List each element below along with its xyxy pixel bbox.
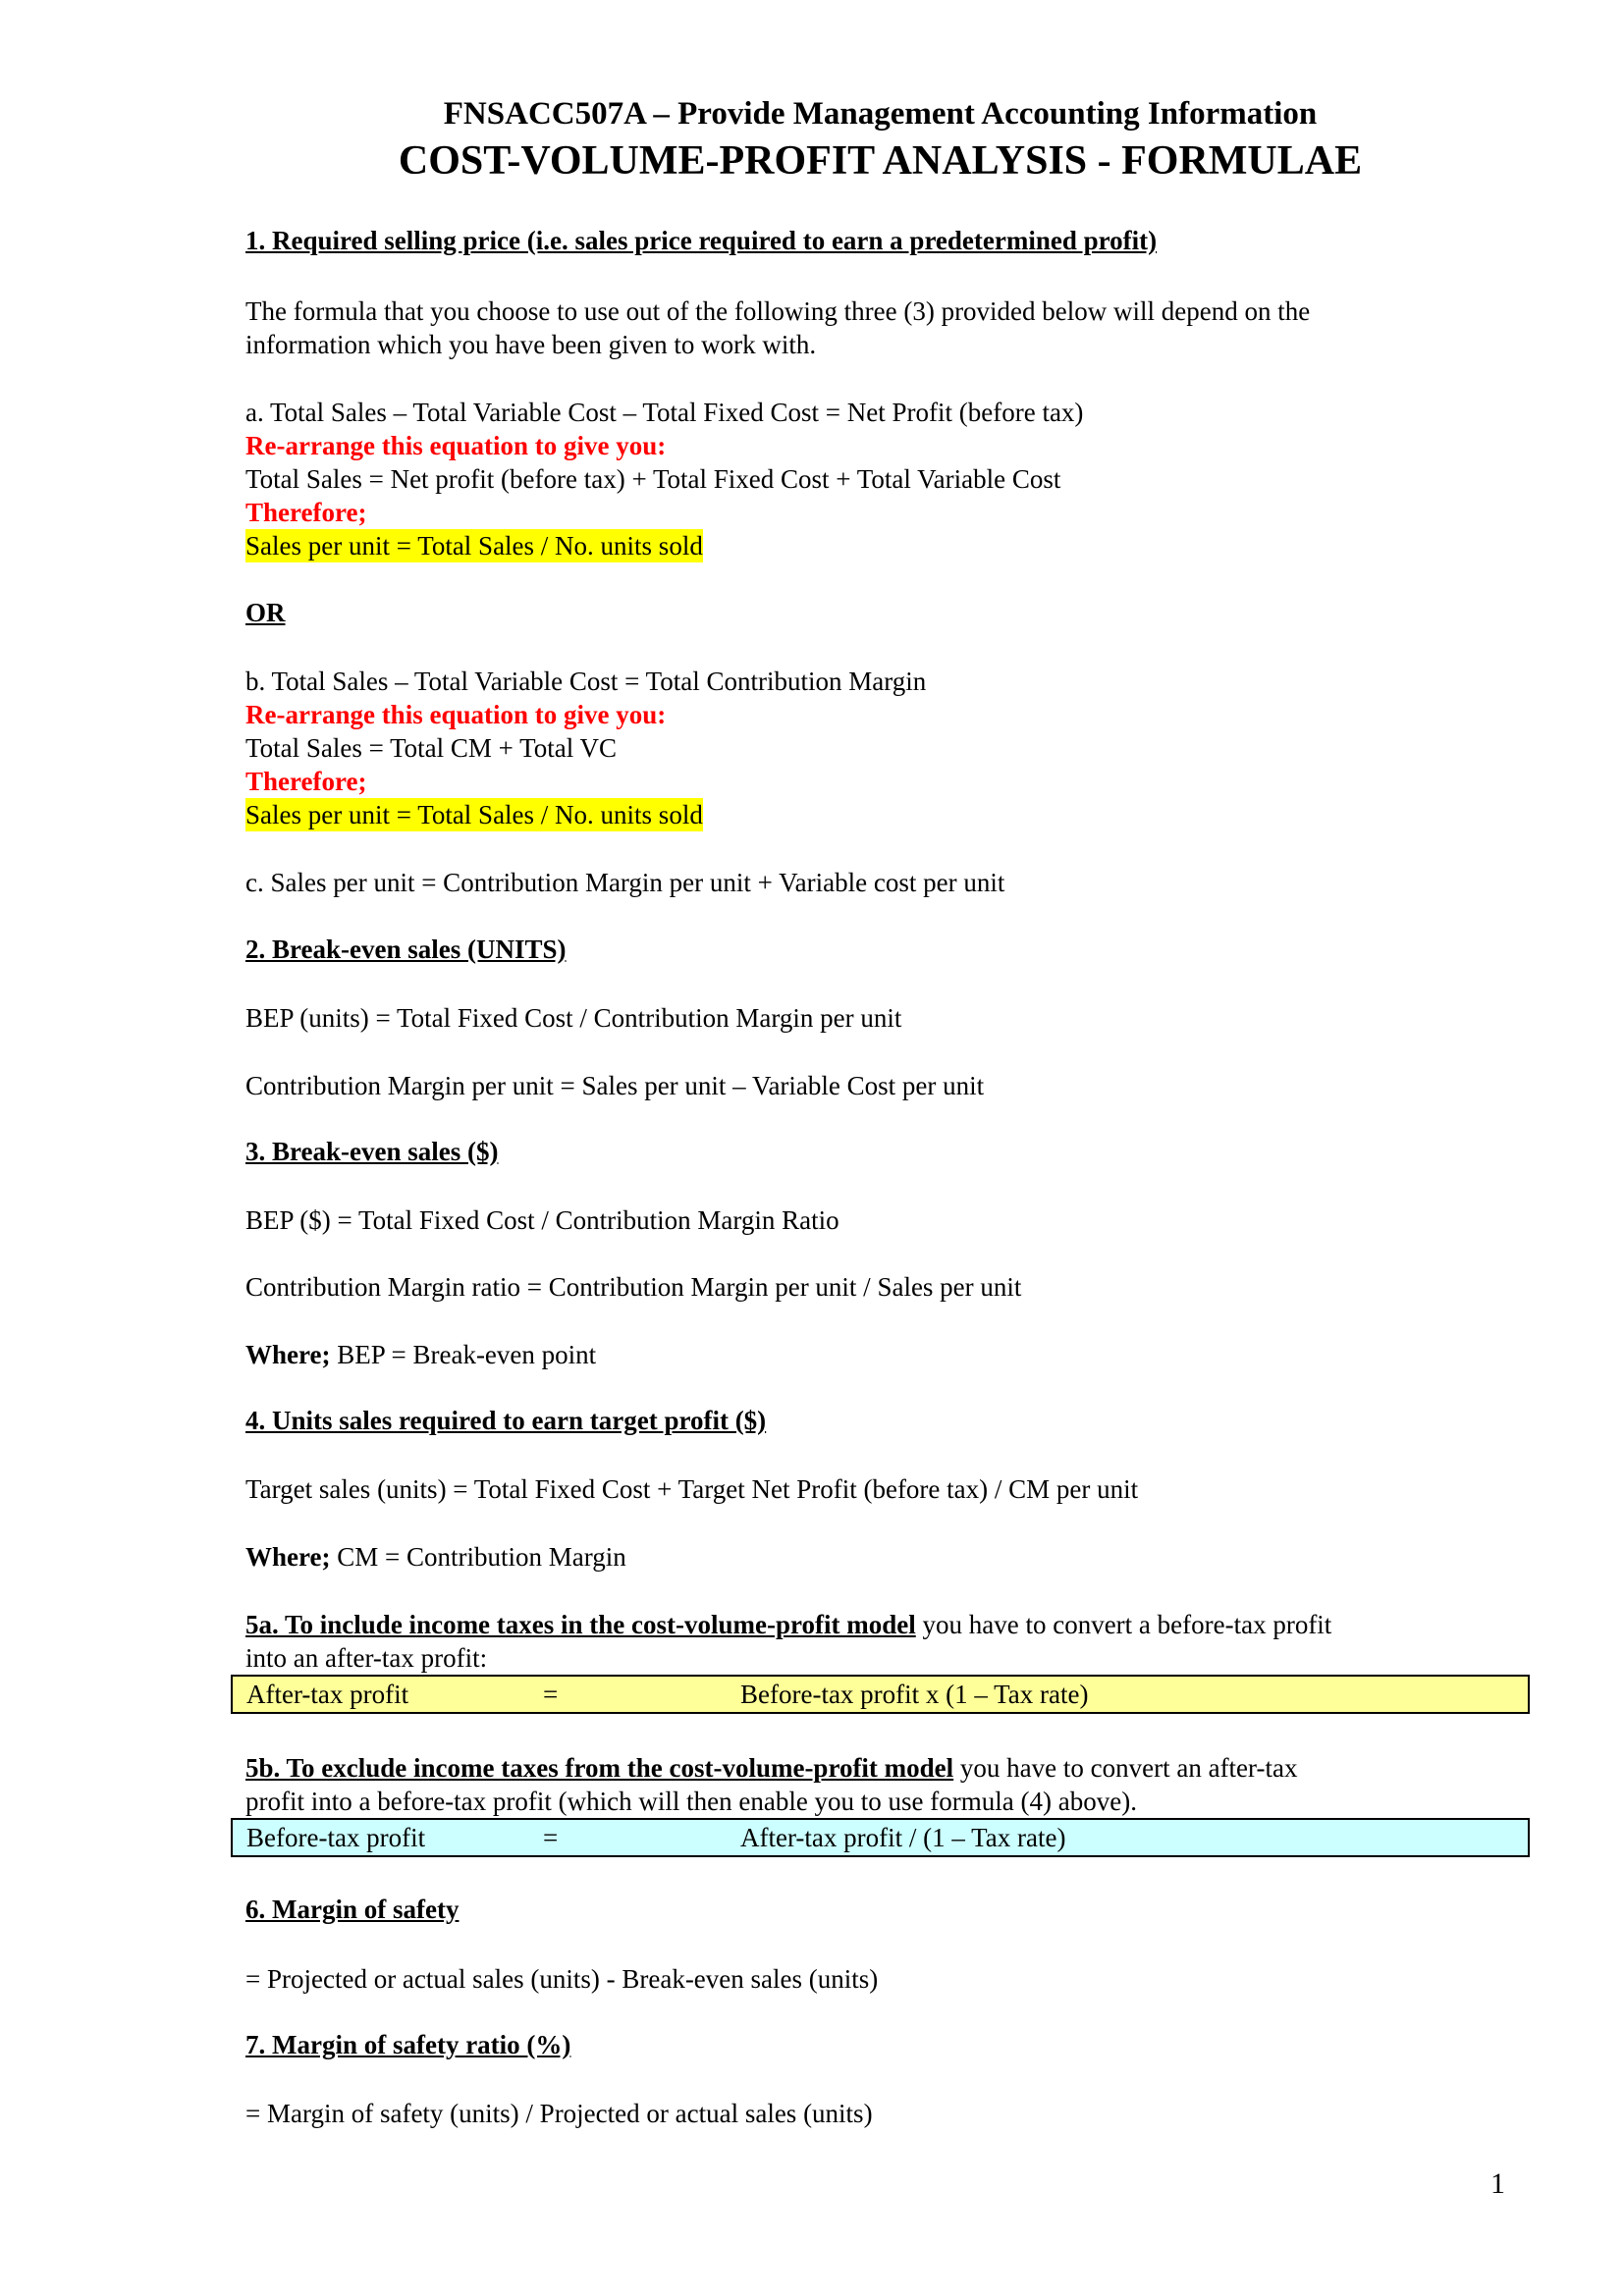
bep-dollars-formula: BEP ($) = Total Fixed Cost / Contribution Margin Ratio [245,1205,839,1235]
equals-sign: = [543,1680,559,1709]
section-2-heading: 2. Break-even sales (UNITS) [245,934,567,964]
formula-a-result-highlight: Sales per unit = Total Sales / No. units sold [245,531,703,561]
formula-a-therefore: Therefore; [245,498,367,527]
section-5b-text: you have to convert an after-tax [953,1753,1298,1783]
section-3-heading: 3. Break-even sales ($) [245,1137,499,1166]
formula-a-rearranged: Total Sales = Net profit (before tax) + Total Fixed Cost + Total Variable Cost [245,464,1061,494]
section-7-heading: 7. Margin of safety ratio (%) [245,2030,571,2059]
formula-b-result-highlight: Sales per unit = Total Sales / No. units sold [245,800,703,829]
formula-a-equation: a. Total Sales – Total Variable Cost – Total Fixed Cost = Net Profit (before tax) [245,398,1084,427]
bep-units-formula: BEP (units) = Total Fixed Cost / Contribution Margin per unit [245,1003,902,1033]
page-number: 1 [1490,2167,1505,2200]
section-1-heading: 1. Required selling price (i.e. sales price required to earn a predetermined profit) [245,226,1158,255]
before-tax-expression: After-tax profit / (1 – Tax rate) [740,1823,1066,1852]
before-tax-label: Before-tax profit [246,1823,426,1852]
cm-per-unit-formula: Contribution Margin per unit = Sales per unit – Variable Cost per unit [245,1071,985,1100]
after-tax-label: After-tax profit [246,1680,409,1709]
where-label: Where; [245,1542,331,1572]
formula-b-therefore: Therefore; [245,767,367,796]
section-5a-heading: 5a. To include income taxes in the cost-volume-profit model [245,1610,916,1639]
margin-of-safety-ratio-formula: = Margin of safety (units) / Projected or actual sales (units) [245,2099,873,2128]
section-5a-intro [245,1608,1331,1641]
cm-ratio-formula: Contribution Margin ratio = Contribution Margin per unit / Sales per unit [245,1272,1022,1302]
section-5b-heading: 5b. To exclude income taxes from the cost-volume-profit model [245,1753,954,1783]
where-text: BEP = Break-even point [330,1340,597,1369]
formula-b-rearranged: Total Sales = Total CM + Total VC [245,733,618,763]
section-5b-text-line-2: profit into a before-tax profit (which will then enable you to use formula (4) above). [245,1787,1137,1816]
after-tax-formula-box [231,1675,1530,1714]
section-4-heading: 4. Units sales required to earn target profit ($) [245,1406,767,1435]
section-1-intro-line-2: information which you have been given to work with. [245,330,817,359]
cm-definition [245,1540,626,1574]
bep-definition [245,1338,596,1371]
course-title: FNSACC507A – Provide Management Accounting Information [443,96,1318,132]
formula-b-equation: b. Total Sales – Total Variable Cost = Total Contribution Margin [245,667,927,696]
page-title: COST-VOLUME-PROFIT ANALYSIS - FORMULAE [398,138,1363,184]
section-5a-text-line-2: into an after-tax profit: [245,1643,488,1673]
formula-b-rearrange-label: Re-arrange this equation to give you: [245,700,667,729]
section-5b-intro [245,1751,1297,1785]
margin-of-safety-formula: = Projected or actual sales (units) - Break-even sales (units) [245,1964,879,1994]
section-6-heading: 6. Margin of safety [245,1895,460,1924]
formula-c-equation: c. Sales per unit = Contribution Margin per unit + Variable cost per unit [245,868,1005,897]
or-separator: OR [245,598,286,627]
before-tax-formula-box [231,1818,1530,1857]
section-5a-text: you have to convert a before-tax profit [915,1610,1332,1639]
equals-sign: = [543,1823,559,1852]
after-tax-expression: Before-tax profit x (1 – Tax rate) [740,1680,1089,1709]
section-1-intro-line-1: The formula that you choose to use out of the following three (3) provided below will depend on the [245,296,1311,326]
where-label: Where; [245,1340,331,1369]
where-text: CM = Contribution Margin [330,1542,626,1572]
target-sales-formula: Target sales (units) = Total Fixed Cost + Target Net Profit (before tax) / CM per unit [245,1474,1139,1504]
formula-a-rearrange-label: Re-arrange this equation to give you: [245,431,667,460]
